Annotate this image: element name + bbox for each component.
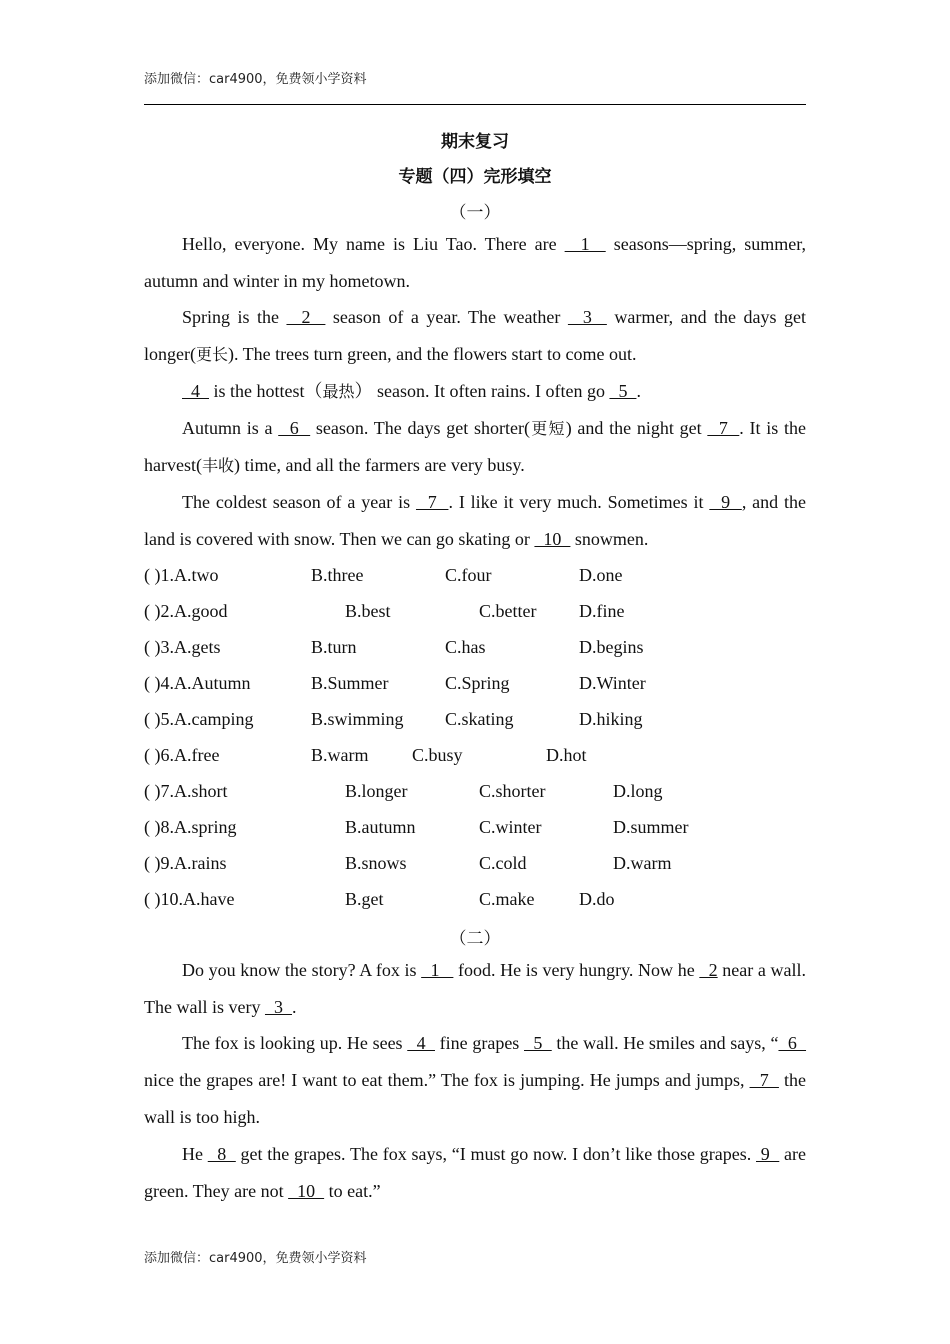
option-row: ( )9.A.rains B.snows C.cold D.warm	[144, 853, 672, 873]
header-rule	[144, 104, 806, 105]
blank-7[interactable]: 7	[707, 418, 740, 438]
blank-8[interactable]: 8	[207, 1144, 236, 1164]
option-row: ( )5.A.camping B.swimming C.skating D.hiking	[144, 709, 643, 729]
footer-note: 添加微信：car4900，免费领小学资料	[144, 1251, 367, 1266]
blank-1[interactable]: 1	[564, 234, 606, 254]
blank-9[interactable]: 9	[709, 492, 742, 512]
blank-2[interactable]: 2	[699, 960, 718, 980]
s1-paragraph-4: Autumn is a 6 season. The days get shorter(更短) and the night get 7 . It is the harvest(丰收) time, and all the farmers are very busy.	[144, 418, 807, 475]
blank-6[interactable]: 6	[278, 418, 311, 438]
section-1-label: （一）	[449, 203, 501, 223]
s2-paragraph-1: Do you know the story? A fox is 1 food. He is very hungry. Now he 2 near a wall. The wall is very 3 .	[144, 960, 807, 1017]
blank-6[interactable]: 6	[778, 1033, 807, 1053]
blank-5[interactable]: 5	[524, 1033, 552, 1053]
blank-4[interactable]: 4	[182, 381, 209, 401]
option-row: ( )2.A.good B.best C.better D.fine	[144, 601, 625, 621]
blank-1[interactable]: 1	[421, 960, 454, 980]
option-row: ( )6.A.free B.warm C.busy D.hot	[144, 745, 587, 765]
s1-paragraph-2: Spring is the 2 season of a year. The weather 3 warmer, and the days get longer(更长). The trees turn green, and the flowers start to come out.	[144, 307, 807, 364]
option-row: ( )10.A.have B.get C.make D.do	[144, 889, 615, 909]
s1-paragraph-5: The coldest season of a year is 7 . I like it very much. Sometimes it 9 , and the land is covered with snow. Then we can go skating or 10 snowmen.	[144, 492, 807, 549]
blank-5[interactable]: 5	[609, 381, 637, 401]
blank-8[interactable]: 7	[415, 492, 449, 512]
blank-2[interactable]: 2	[286, 307, 326, 327]
section-2-label: （二）	[449, 929, 501, 949]
header-note: 添加微信：car4900，免费领小学资料	[144, 72, 367, 87]
option-row: ( )1.A.two B.three C.four D.one	[144, 565, 623, 585]
blank-4[interactable]: 4	[407, 1033, 435, 1053]
s2-paragraph-2: The fox is looking up. He sees 4 fine grapes 5 the wall. He smiles and says, “ 6 nice the grapes are! I want to eat them.” The fox is jumping. He jumps and jumps, 7 the wall is too high.	[144, 1033, 807, 1127]
blank-10[interactable]: 10	[288, 1181, 325, 1201]
s2-paragraph-3: He 8 get the grapes. The fox says, “I must go now. I don’t like those grapes. 9 are green. They are not 10 to eat.”	[144, 1144, 807, 1201]
blank-3[interactable]: 3	[567, 307, 607, 327]
page-subtitle: 专题（四）完形填空	[398, 167, 552, 187]
option-row: ( )7.A.short B.longer C.shorter D.long	[144, 781, 663, 801]
blank-3[interactable]: 3	[264, 997, 292, 1017]
option-row: ( )8.A.spring B.autumn C.winter D.summer	[144, 817, 689, 837]
s1-paragraph-1: Hello, everyone. My name is Liu Tao. There are 1 seasons—spring, summer, autumn and winter in my hometown.	[144, 234, 807, 291]
option-row: ( )4.A.Autumn B.Summer C.Spring D.Winter	[144, 673, 646, 693]
page-title: 期末复习	[441, 132, 509, 152]
s1-paragraph-3: 4 is the hottest（最热） season. It often rains. I often go 5 .	[182, 381, 641, 401]
option-row: ( )3.A.gets B.turn C.has D.begins	[144, 637, 644, 657]
blank-10[interactable]: 10	[534, 529, 571, 549]
blank-7[interactable]: 7	[749, 1070, 779, 1090]
blank-9[interactable]: 9	[756, 1144, 780, 1164]
